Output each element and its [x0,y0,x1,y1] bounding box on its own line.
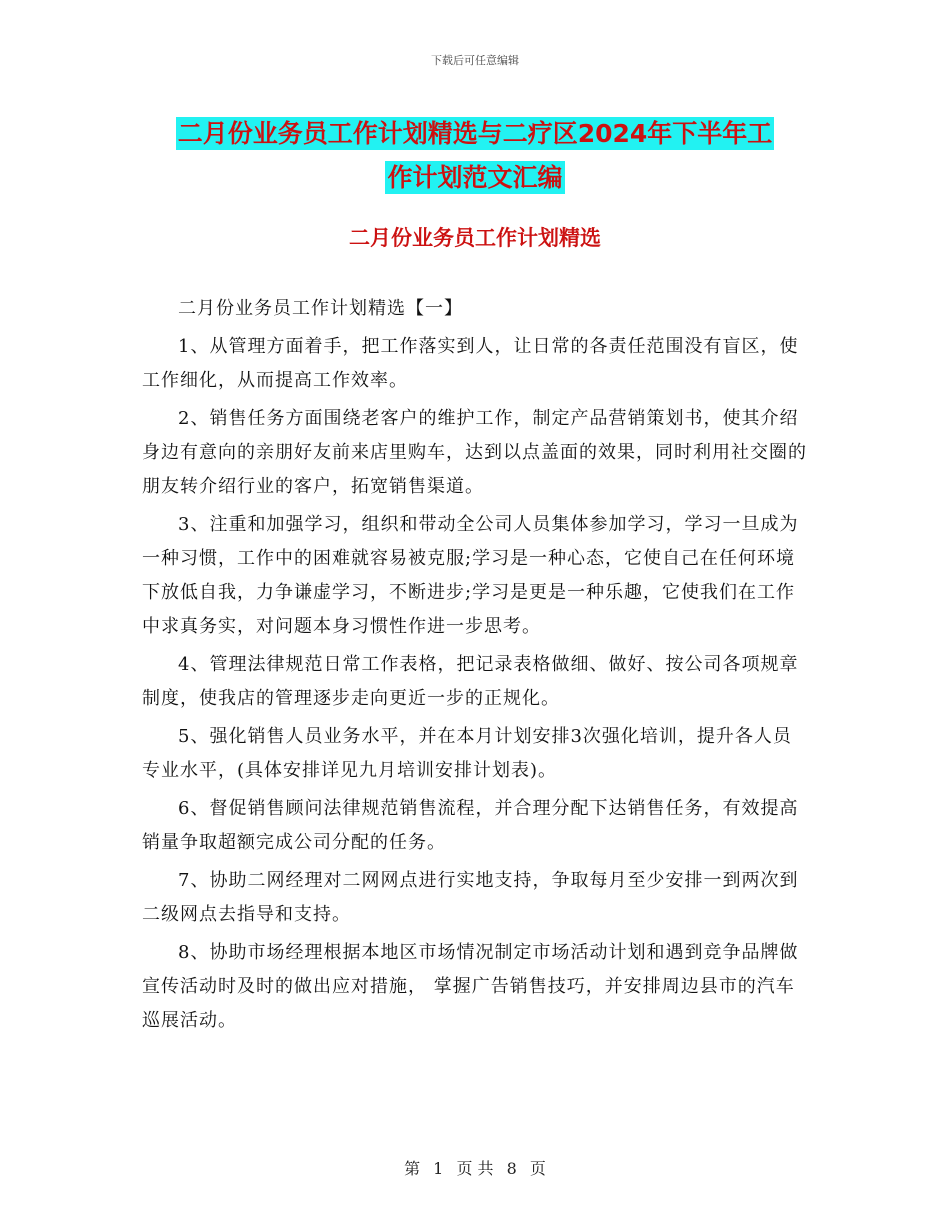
footer-prefix: 第 [404,1159,421,1178]
paragraph-item-4: 4、管理法律规范日常工作表格，把记录表格做细、做好、按公司各项规章制度，使我店的管理逐步走向更近一步的正规化。 [142,654,799,709]
footer-middle: 页 共 [456,1159,494,1178]
paragraph-item-1: 1、从管理方面着手，把工作落实到人，让日常的各责任范围没有盲区，使工作细化，从而提高工作效率。 [142,336,799,391]
body-text [142,292,808,1042]
document-title-line-2: 作计划范文汇编 [387,163,563,192]
paragraph-item-7: 7、协助二网经理对二网网点进行实地支持，争取每月至少安排一到两次到二级网点去指导和支持。 [142,870,799,925]
paragraph-item-5: 5、强化销售人员业务水平，并在本月计划安排3次强化培训，提升各人员专业水平，(具体安排详见九月培训安排计划表)。 [142,726,792,781]
footer-page-number: 1 [433,1159,444,1178]
paragraph-subtitle: 二月份业务员工作计划精选【一】 [178,298,463,319]
paragraph-item-8: 8、协助市场经理根据本地区市场情况制定市场活动计划和遇到竞争品牌做宣传活动时及时的做出应对措施， 掌握广告销售技巧，并安排周边县市的汽车巡展活动。 [142,942,799,1031]
paragraph-item-6: 6、督促销售顾问法律规范销售流程，并合理分配下达销售任务，有效提高销量争取超额完成公司分配的任务。 [142,798,799,853]
footer-total-pages: 8 [506,1159,517,1178]
paragraph-item-2: 2、销售任务方面围绕老客户的维护工作，制定产品营销策划书，使其介绍身边有意向的亲朋好友前来店里购车，达到以点盖面的效果，同时利用社交圈的朋友转介绍行业的客户，拓宽销售渠道。 [142,408,807,497]
footer-suffix: 页 [529,1159,546,1178]
paragraph-item-3: 3、注重和加强学习，组织和带动全公司人员集体参加学习，学习一旦成为一种习惯，工作中的困难就容易被克服;学习是一种心态，它使自己在任何环境下放低自我，力争谦虚学习，不断进步;学习是更是一种乐趣，它使我们在工作中求真务实，对问题本身习惯性作进一步思考。 [142,514,799,637]
header-note: 下载后可任意编辑 [431,54,519,67]
section-heading: 二月份业务员工作计划精选 [349,226,601,250]
page-footer [0,1156,950,1179]
document-title-line-1: 二月份业务员工作计划精选与二疗区2024年下半年工 [177,119,773,148]
document-title [0,112,950,200]
